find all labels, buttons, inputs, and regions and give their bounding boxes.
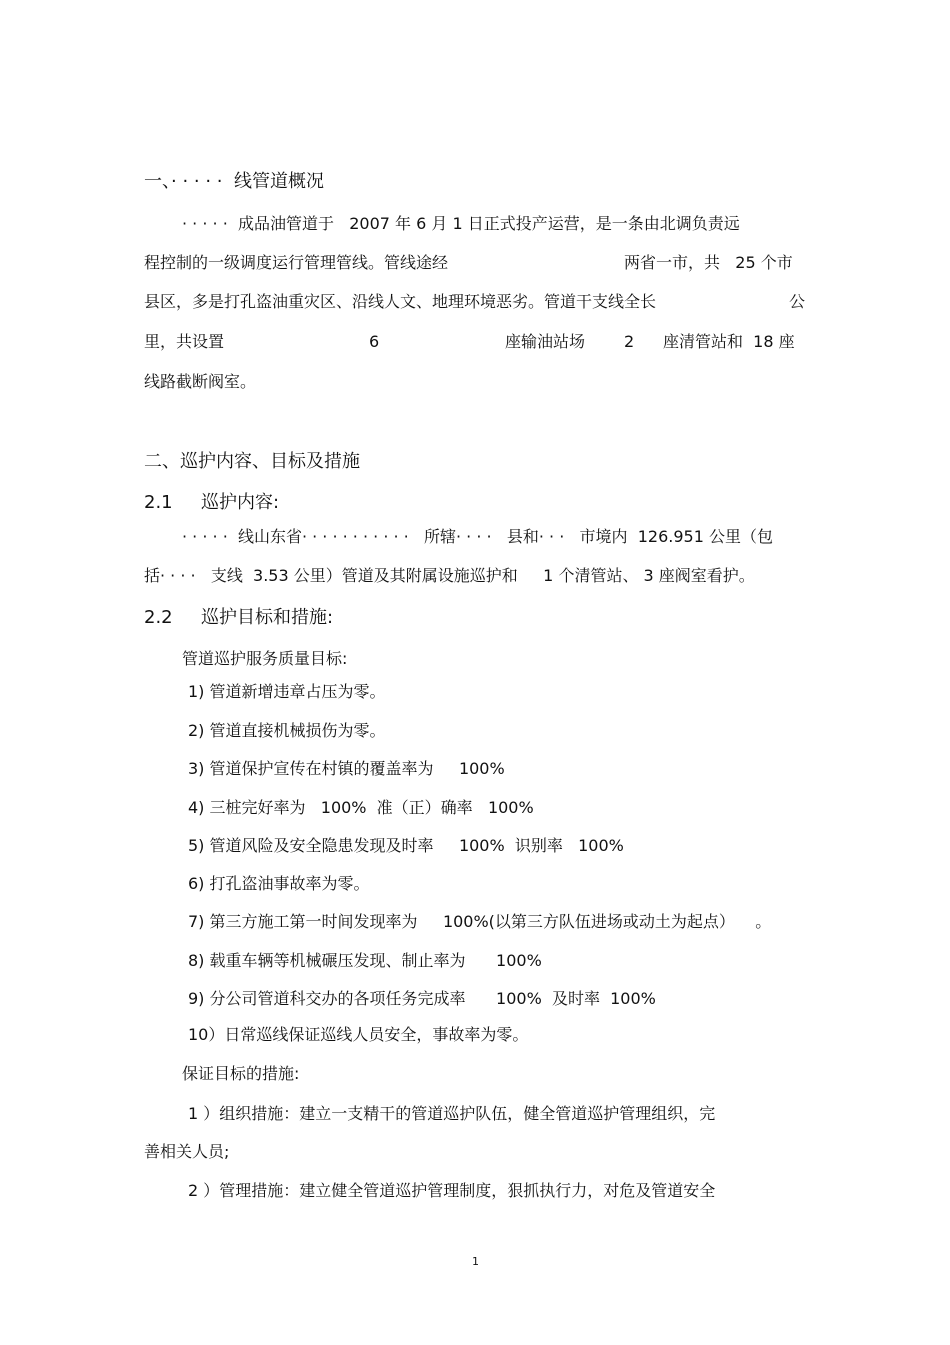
paragraph-line: · · · · · 成品油管道于 2007 年 6 月 1 日正式投产运营，是一条由北调负责远 xyxy=(182,214,740,233)
paragraph-line: 括· · · · 支线 3.53 公里）管道及其附属设施巡护和 1 个清管站、 3 座阀室看护。 xyxy=(144,566,755,585)
goal-item: 4) 三桩完好率为 100% 准（正）确率 100% xyxy=(188,798,534,817)
goal-item: 7) 第三方施工第一时间发现率为 100%(以第三方队伍进场或动土为起点） 。 xyxy=(188,912,772,931)
paragraph-line: 座输油站场 xyxy=(505,332,586,351)
page-number: 1 xyxy=(472,1255,479,1268)
goal-item: 6) 打孔盗油事故率为零。 xyxy=(188,874,370,893)
goal-item: 1) 管道新增违章占压为零。 xyxy=(188,682,386,701)
measure-item: 1 ）组织措施：建立一支精干的管道巡护队伍，健全管道巡护管理组织，完 xyxy=(188,1104,716,1123)
measures-title: 保证目标的措施: xyxy=(182,1064,300,1083)
goal-item: 5) 管道风险及安全隐患发现及时率 100% 识别率 100% xyxy=(188,836,624,855)
paragraph-line: · · · · · 线山东省· · · · · · · · · · · 所辖· · · · 县和· · · 市境内 126.951 公里（包 xyxy=(182,527,773,546)
paragraph-line: 公 xyxy=(789,292,806,311)
paragraph-line: 程控制的一级调度运行管理管线。管线途经 xyxy=(144,253,449,272)
paragraph-line: 两省一市，共 25 个市 xyxy=(624,253,793,272)
subsection-2-2-number: 2.2 xyxy=(144,607,173,628)
goal-item: 9) 分公司管道科交办的各项任务完成率 100% 及时率 100% xyxy=(188,989,656,1008)
section-1-heading: 一、· · · · · 线管道概况 xyxy=(144,171,324,192)
subsection-2-2-title: 巡护目标和措施: xyxy=(201,607,334,628)
paragraph-line: 6 xyxy=(369,332,380,351)
paragraph-line: 里，共设置 xyxy=(144,332,225,351)
subsection-2-1-title: 巡护内容: xyxy=(201,492,280,513)
section-2-heading: 二、巡护内容、目标及措施 xyxy=(144,451,360,472)
subsection-2-1-number: 2.1 xyxy=(144,492,173,513)
measure-item: 2 ）管理措施：建立健全管道巡护管理制度，狠抓执行力，对危及管道安全 xyxy=(188,1181,716,1200)
paragraph-line: 2 xyxy=(624,332,635,351)
measure-item: 善相关人员; xyxy=(144,1142,230,1161)
goal-item: 3) 管道保护宣传在村镇的覆盖率为 100% xyxy=(188,759,505,778)
paragraph-line: 线路截断阀室。 xyxy=(144,372,257,391)
paragraph-line: 座清管站和 18 座 xyxy=(663,332,795,351)
paragraph-line: 县区，多是打孔盗油重灾区、沿线人文、地理环境恶劣。管道干支线全长 xyxy=(144,292,657,311)
goal-item: 2) 管道直接机械损伤为零。 xyxy=(188,721,386,740)
goal-item: 8) 载重车辆等机械碾压发现、制止率为 100% xyxy=(188,951,542,970)
goals-title: 管道巡护服务质量目标: xyxy=(182,649,348,668)
goal-item: 10）日常巡线保证巡线人员安全，事故率为零。 xyxy=(188,1025,529,1044)
